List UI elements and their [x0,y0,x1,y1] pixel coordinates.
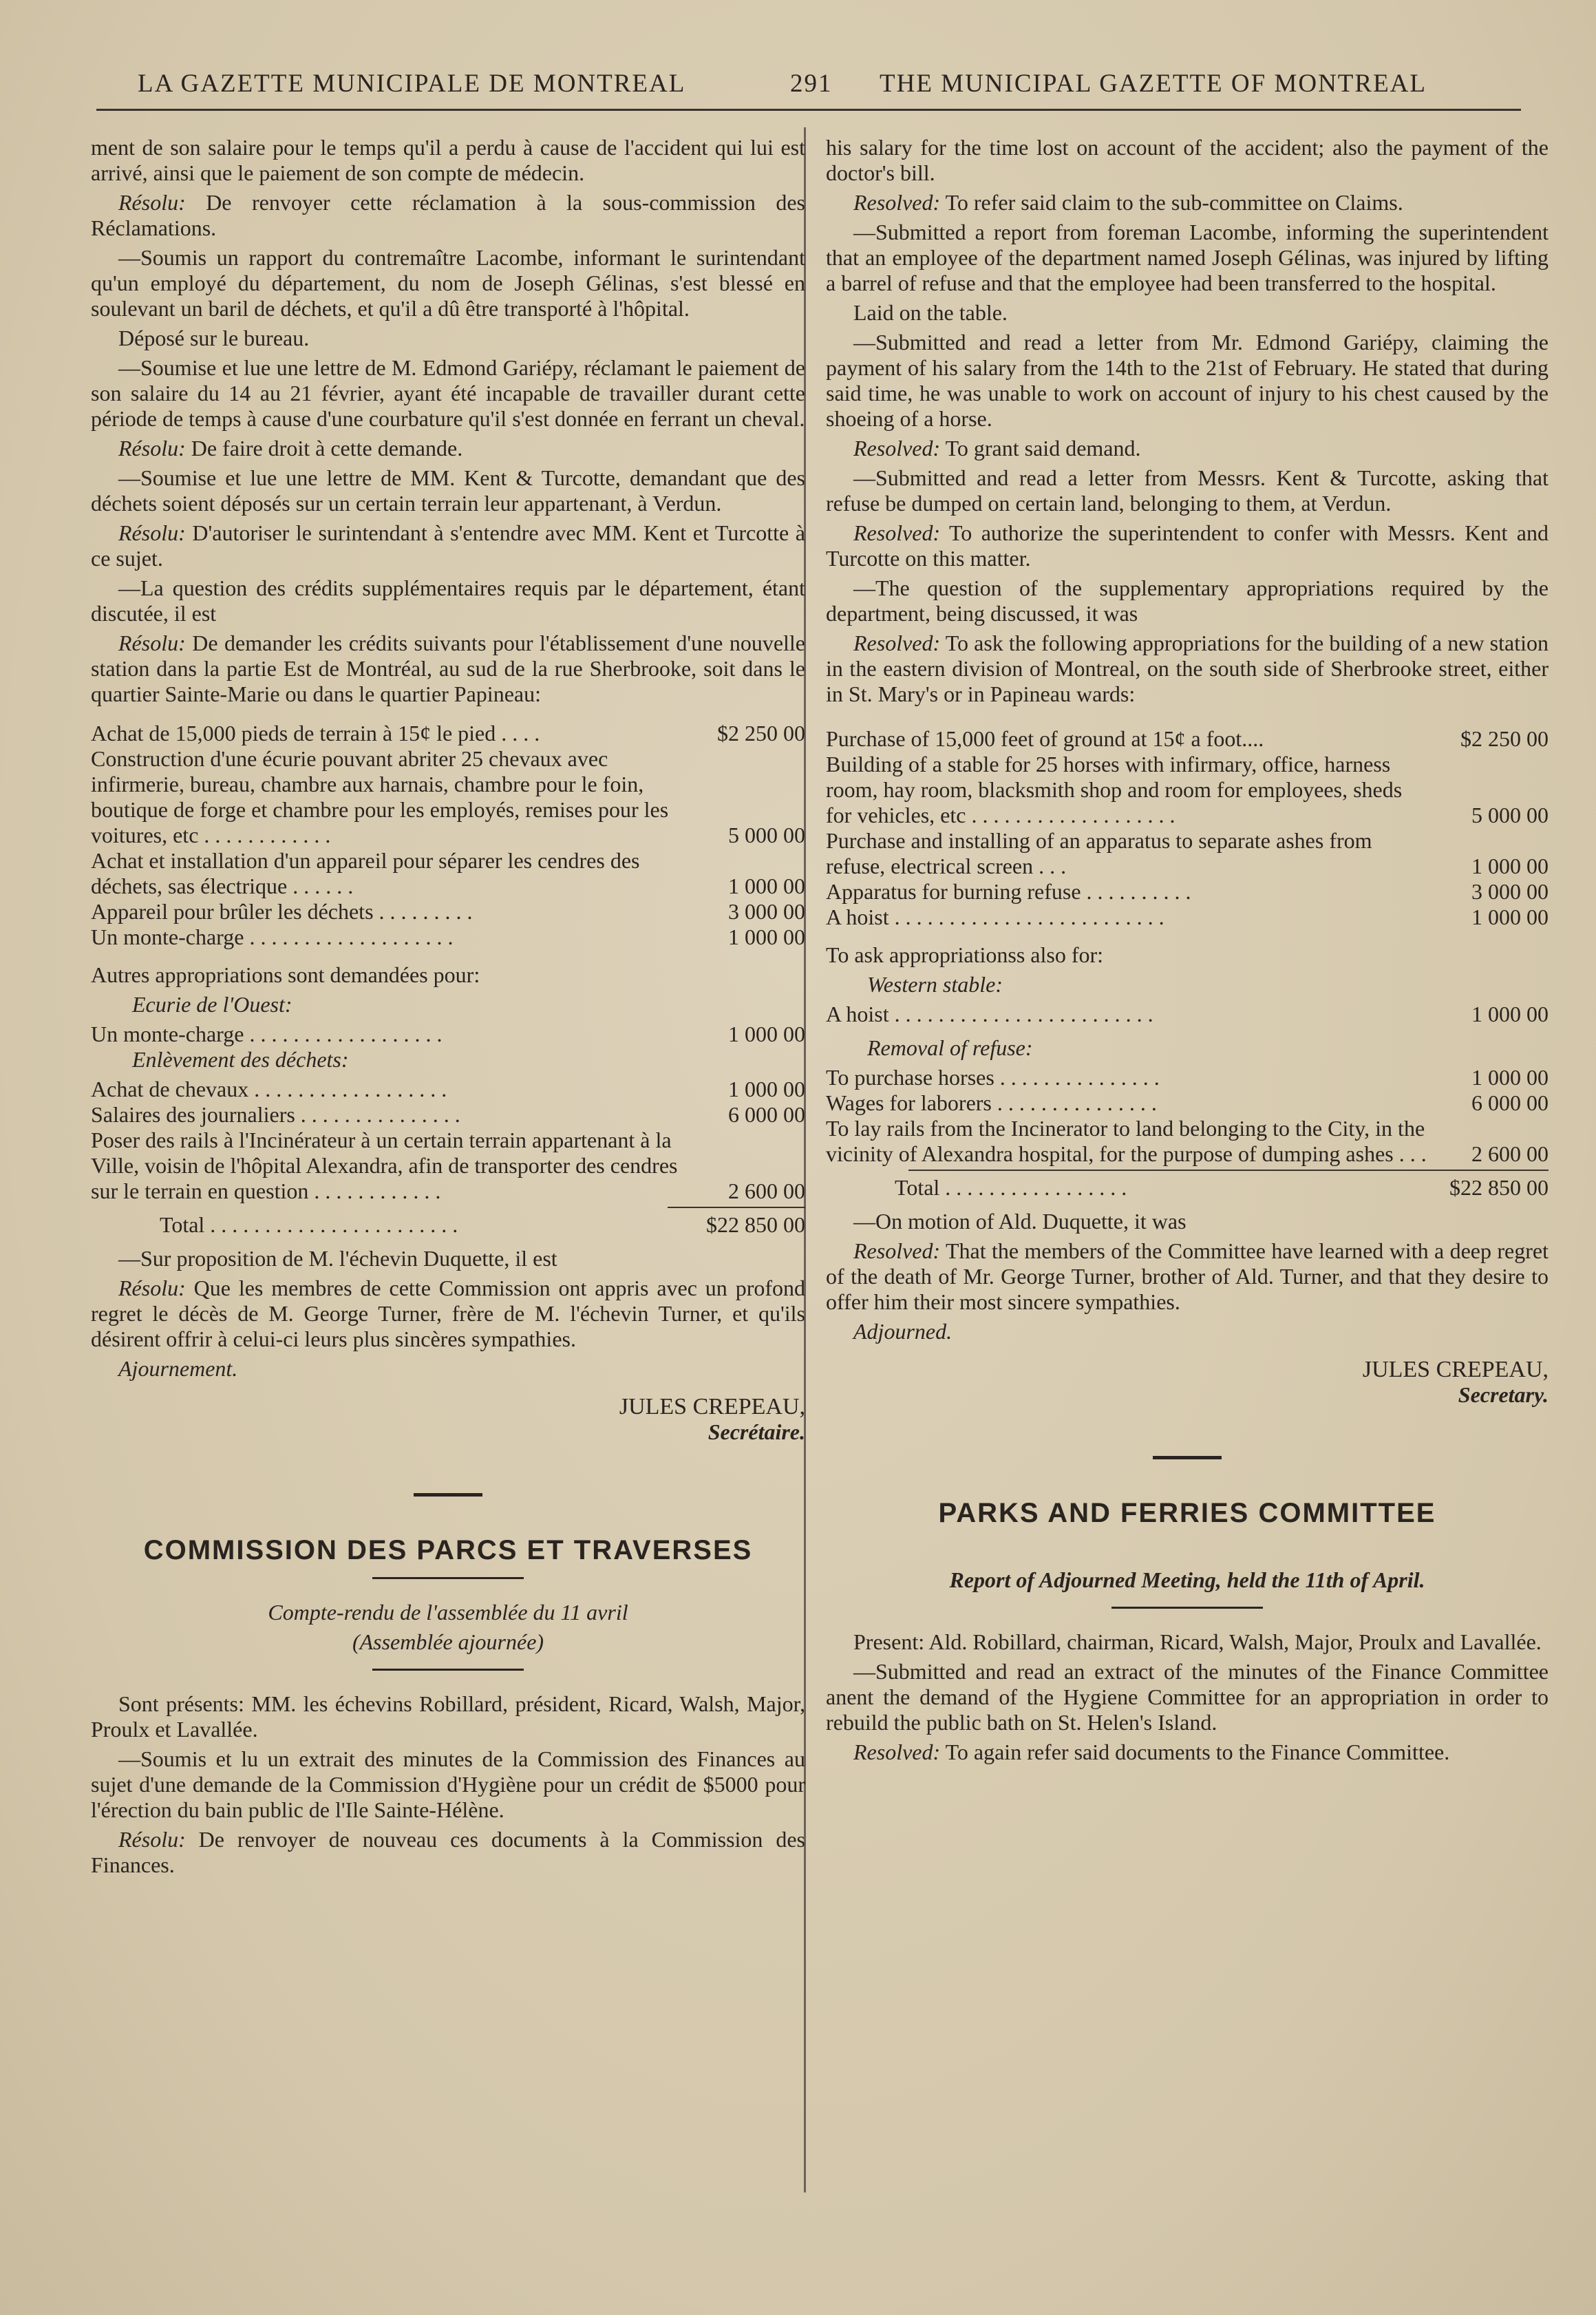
paragraph: —Submitted and read an extract of the minutes of the Finance Committee anent the demand of the Hygiene Committee for an appropriation in order to rebuild the public bath on St. Helen's Island. [826,1659,1549,1735]
paragraph-text: To ask the following appropriations for the building of a new station in the eastern division of Montreal, on the south side of Sherbrooke street, either in St. Mary's or in Papineau wards: [826,631,1549,706]
paragraph-text: To again refer said documents to the Finance Committee. [940,1740,1450,1764]
resolution-label: Résolu: [118,631,186,655]
header-rule [96,109,1521,111]
paragraph: —Soumis et lu un extrait des minutes de la Commission des Finances au sujet d'une demande de la Commission d'Hygiène pour un crédit de $5000 pour l'érection du bain public de l'Ile Sainte-Hélène. [91,1746,805,1822]
paragraph-text: That the members of the Committee have learned with a deep regret of the death of Mr. George Turner, brother of Ald. Turner, and that they desire to offer him their most sincere sympathies. [826,1238,1549,1314]
paragraph-text: Ald. Robillard, chairman, Ricard, Walsh, Major, Proulx and Lavallée. [924,1629,1542,1654]
adjournment: Adjourned. [853,1319,953,1344]
appropriation-item [826,726,1549,752]
paragraph-text: Que les membres de cette Commission ont appris avec un profond regret le décès de M. George Turner, frère de M. l'échevin Turner, et qu'ils désirent offrir à celui-ci leurs plus sincères sympathies. [91,1276,805,1351]
resolution-label: Resolved: [853,1740,941,1764]
total-rule [668,1207,805,1208]
total-amount: $22 850 00 [1449,1175,1549,1200]
resolution-label: Resolved: [853,631,941,655]
item-amount: $2 250 00 [717,721,805,746]
paragraph: —Soumise et lue une lettre de MM. Kent & Turcotte, demandant que des déchets soient déposés sur un certain terrain leur appartenant, à Verdun. [91,465,805,516]
resolution-label: Résolu: [118,436,186,461]
item-amount: 5 000 00 [728,823,805,847]
item-amount: 6 000 00 [1471,1090,1549,1115]
paragraph-text: To refer said claim to the sub-committee on Claims. [940,190,1403,215]
appropriation-item [91,1022,805,1047]
paragraph [91,190,805,241]
appropriation-item [826,1090,1549,1116]
item-amount: 3 000 00 [1471,879,1549,904]
paragraph: To ask appropriationss also for: [826,942,1104,967]
appropriation-item [91,924,805,950]
heading-rule [1111,1607,1263,1609]
resolution-label: Résolu: [118,1827,186,1852]
total-row [91,1212,805,1238]
section-divider [1153,1456,1222,1459]
section-heading: PARKS AND FERRIES COMMITTEE [938,1498,1436,1528]
item-amount: 1 000 00 [1471,1065,1549,1090]
paragraph [91,1691,805,1742]
subsection-label: Western stable: [867,972,1003,997]
resolution-label: Resolved: [853,520,941,545]
appropriation-item [91,899,805,924]
signature-name: JULES CREPEAU, [1362,1357,1549,1382]
paragraph-text: To grant said demand. [940,436,1141,461]
paragraph: —On motion of Ald. Duquette, it was [853,1209,1187,1234]
resolution-label: Resolved: [853,1238,941,1263]
paragraph-text: De faire droit à cette demande. [185,436,463,461]
appropriation-item [826,1116,1549,1167]
appropriation-item [91,721,805,746]
signature-title: Secretary. [1458,1382,1549,1407]
paragraph: —Submitted a report from foreman Lacombe, informing the superintendent that an employee of the department named Joseph Gélinas, was injured by lifting a barrel of refuse and that the employee had been transferred to the hospital. [826,220,1549,295]
paragraph: —Soumise et lue une lettre de M. Edmond Gariépy, réclamant le paiement de son salaire du 14 au 21 février, ayant été incapable de travailler durant cette période de temps à cause d'une courbature qu'il s'est donnée en ferrant un cheval. [91,355,805,431]
paragraph [826,1629,1549,1655]
item-amount: 1 000 00 [728,924,805,949]
subsection-label: Ecurie de l'Ouest: [132,992,292,1017]
paragraph-text: MM. les échevins Robillard, président, Ricard, Walsh, Major, Proulx et Lavallée. [91,1691,806,1742]
paragraph-text: De demander les crédits suivants pour l'établissement d'une nouvelle station dans la partie Est de Montréal, au sud de la rue Sherbrooke, soit dans le quartier Sainte-Marie ou dans le quartier Papineau: [91,631,805,706]
appropriation-item [826,879,1549,905]
paragraph [91,436,805,461]
item-label: Wages for laborers . . . . . . . . . . . . . . . [826,1090,1157,1115]
item-label: Achat et installation d'un appareil pour séparer les cendres des déchets, sas électrique . . . . . . [91,848,640,898]
item-label: A hoist . . . . . . . . . . . . . . . . . . . . . . . . [826,1002,1153,1026]
paragraph: —Submitted and read a letter from Messrs. Kent & Turcotte, asking that refuse be dumped on certain land, belonging to them, at Verdun. [826,465,1549,516]
total-label: Total . . . . . . . . . . . . . . . . . . . . . . . [160,1212,458,1237]
resolution-label: Résolu: [118,1276,186,1300]
section-divider [414,1493,482,1497]
item-amount: 1 000 00 [728,1077,805,1101]
item-label: Achat de chevaux . . . . . . . . . . . . . . . . . . [91,1077,447,1101]
item-amount: 1 000 00 [1471,905,1549,929]
item-amount: 3 000 00 [728,899,805,924]
paragraph [826,1238,1549,1315]
paragraph-text: To authorize the superintendent to confer with Messrs. Kent and Turcotte on this matter. [826,520,1549,571]
item-label: Building of a stable for 25 horses with infirmary, office, harness room, hay room, blacksmith shop and room for employees, sheds for vehicles, etc . . . . . . . . . . . . . . . . . . . [826,752,1403,827]
present-label: Sont présents: [118,1691,244,1716]
item-amount: 1 000 00 [1471,1002,1549,1026]
item-amount: 2 600 00 [1471,1141,1549,1166]
appropriation-item [91,1128,805,1204]
signature-title: Secrétaire. [707,1419,805,1444]
item-amount: 5 000 00 [1471,803,1549,827]
item-label: Un monte-charge . . . . . . . . . . . . . . . . . . . [91,924,454,949]
item-amount: 6 000 00 [728,1102,805,1127]
signature-name: JULES CREPEAU, [619,1394,805,1419]
paragraph-text: D'autoriser le surintendant à s'entendre avec MM. Kent et Turcotte à ce sujet. [91,520,805,571]
item-label: Poser des rails à l'Incinérateur à un certain terrain appartenant à la Ville, voisin de l'hôpital Alexandra, afin de transporter des cendres sur le terrain en question . . . . . . . . . . . . [91,1128,678,1203]
appropriation-item [91,1102,805,1128]
paragraph [91,1827,805,1878]
paragraph [826,520,1549,571]
french-column [91,135,805,1882]
paragraph [91,520,805,571]
item-label: Salaires des journaliers . . . . . . . . . . . . . . . [91,1102,460,1127]
item-label: To purchase horses . . . . . . . . . . . . . . . [826,1065,1160,1090]
item-label: A hoist . . . . . . . . . . . . . . . . . . . . . . . . . [826,905,1164,929]
item-label: Appareil pour brûler les déchets . . . . . . . . . [91,899,473,924]
paragraph: —Sur proposition de M. l'échevin Duquette, il est [118,1246,557,1271]
item-label: Un monte-charge . . . . . . . . . . . . . . . . . . [91,1022,443,1046]
item-amount: 1 000 00 [728,874,805,898]
item-label: Purchase of 15,000 feet of ground at 15¢ a foot.... [826,726,1264,751]
item-label: Apparatus for burning refuse . . . . . . . . . . [826,879,1191,904]
item-amount: $2 250 00 [1460,726,1549,751]
paragraph-text: De renvoyer cette réclamation à la sous-commission des Réclamations. [91,190,805,240]
paragraph: Laid on the table. [853,300,1008,325]
item-amount: 1 000 00 [1471,854,1549,878]
adjournment: Ajournement. [118,1356,238,1381]
item-label: Achat de 15,000 pieds de terrain à 15¢ le pied . . . . [91,721,540,746]
paragraph [826,190,1549,215]
header-english-title: THE MUNICIPAL GAZETTE OF MONTREAL [880,70,1427,98]
heading-rule [372,1577,524,1579]
resolution-label: Resolved: [853,190,941,215]
section-heading: COMMISSION DES PARCS ET TRAVERSES [143,1535,753,1565]
resolution-label: Resolved: [853,436,941,461]
paragraph [826,436,1549,461]
english-column [826,135,1549,1769]
appropriation-item [826,905,1549,930]
appropriation-item [826,752,1549,828]
resolution-label: Résolu: [118,520,186,545]
heading-rule [372,1669,524,1671]
paragraph-text: De renvoyer de nouveau ces documents à la Commission des Finances. [91,1827,805,1877]
paragraph: —Submitted and read a letter from Mr. Edmond Gariépy, claiming the payment of his salary from the 14th to the 21st of February. He stated that during said time, he was unable to work on account of injury to his chest caused by the shoeing of a horse. [826,330,1549,431]
resolution-label: Résolu: [118,190,186,215]
appropriation-item [91,848,805,899]
item-amount: 1 000 00 [728,1022,805,1046]
subheading: Report of Adjourned Meeting, held the 11th of April. [949,1567,1425,1592]
item-amount: 2 600 00 [728,1178,805,1203]
total-label: Total . . . . . . . . . . . . . . . . . [895,1175,1127,1200]
subsection-label: Enlèvement des déchets: [132,1047,349,1072]
paragraph: Déposé sur le bureau. [118,326,310,350]
item-label: To lay rails from the Incinerator to land belonging to the City, in the vicinity of Alexandra hospital, for the purpose of dumping ashes . . . [826,1116,1427,1166]
subheading: Compte-rendu de l'assemblée du 11 avril [268,1600,628,1625]
present-label: Present: [853,1629,925,1654]
paragraph: —The question of the supplementary appropriations required by the department, being discussed, it was [826,575,1549,626]
paragraph: Autres appropriations sont demandées pour: [91,962,480,987]
paragraph [91,1276,805,1352]
paragraph [91,631,805,707]
page-number: 291 [790,70,833,98]
subheading: (Assemblée ajournée) [352,1629,544,1654]
paragraph: his salary for the time lost on account of the accident; also the payment of the doctor's bill. [826,135,1549,185]
item-label: Purchase and installing of an apparatus to separate ashes from refuse, electrical screen . . . [826,828,1372,878]
appropriation-item [826,828,1549,879]
total-rule [908,1170,1549,1171]
item-label: Construction d'une écurie pouvant abriter 25 chevaux avec infirmerie, bureau, chambre aux harnais, chambre pour le foin, boutique de forge et chambre pour les employés, remises pour les voitures, etc . . . . . . . . . . . . [91,746,669,847]
paragraph: ment de son salaire pour le temps qu'il a perdu à cause de l'accident qui lui est arrivé, ainsi que le paiement de son compte de médecin. [91,135,805,185]
total-amount: $22 850 00 [706,1212,805,1237]
paragraph: —La question des crédits supplémentaires requis par le département, étant discutée, il est [91,575,805,626]
paragraph: —Soumis un rapport du contremaître Lacombe, informant le surintendant qu'un employé du département, du nom de Joseph Gélinas, s'est blessé en soulevant un baril de déchets, et qu'il a dû être transporté à l'hôpital. [91,245,805,321]
header-french-title: LA GAZETTE MUNICIPALE DE MONTREAL [138,70,686,98]
appropriation-item [91,746,805,848]
appropriation-item [826,1065,1549,1090]
appropriation-item [91,1077,805,1102]
total-row [826,1175,1549,1201]
subsection-label: Removal of refuse: [867,1035,1033,1060]
paragraph [826,631,1549,707]
appropriation-item [826,1002,1549,1027]
paragraph [826,1740,1549,1765]
